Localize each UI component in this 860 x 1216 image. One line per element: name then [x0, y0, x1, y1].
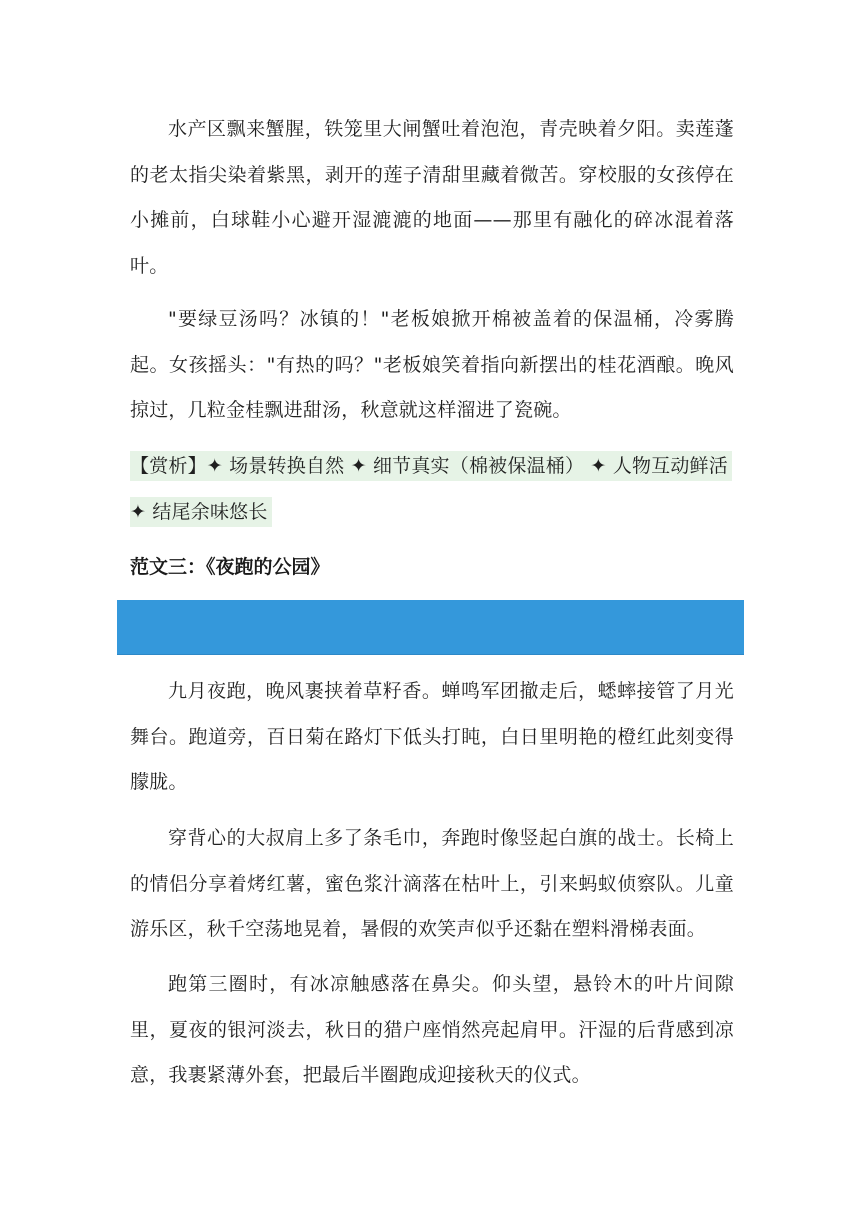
- analysis-box: [130, 444, 730, 535]
- essay3-paragraph-1: 九月夜跑，晚风裹挟着草籽香。蝉鸣军团撤走后，蟋蟀接管了月光舞台。跑道旁，百日菊在路灯下低头打盹，白日里明艳的橙红此刻变得朦胧。: [130, 680, 734, 793]
- essay3-paragraph-3: 跑第三圈时，有冰凉触感落在鼻尖。仰头望，悬铃木的叶片间隙里，夏夜的银河淡去，秋日的猎户座悄然亮起肩甲。汗湿的后背感到凉意，我裹紧薄外套，把最后半圈跑成迎接秋天的仪式。: [130, 973, 734, 1086]
- analysis-text: 【赏析】✦ 场景转换自然 ✦ 细节真实（棉被保温桶） ✦ 人物互动鲜活 ✦ 结尾余味悠长: [130, 451, 732, 527]
- section-banner: [117, 600, 744, 655]
- essay3-paragraph-2: 穿背心的大叔肩上多了条毛巾，奔跑时像竖起白旗的战士。长椅上的情侣分享着烤红薯，蜜色浆汁滴落在枯叶上，引来蚂蚁侦察队。儿童游乐区，秋千空荡地晃着，暑假的欢笑声似乎还黏在塑料滑梯表面。: [130, 827, 734, 940]
- essay2-paragraph-1: 水产区飘来蟹腥，铁笼里大闸蟹吐着泡泡，青壳映着夕阳。卖莲蓬的老太指尖染着紫黑，剥开的莲子清甜里藏着微苦。穿校服的女孩停在小摊前，白球鞋小心避开湿漉漉的地面——那里有融化的碎冰混着落叶。: [130, 118, 734, 277]
- essay2-paragraph-2: "要绿豆汤吗？冰镇的！"老板娘掀开棉被盖着的保温桶，冷雾腾起。女孩摇头："有热的吗？"老板娘笑着指向新摆出的桂花酒酿。晚风掠过，几粒金桂飘进甜汤，秋意就这样溜进了瓷碗。: [130, 308, 734, 421]
- essay3-title: 范文三：《夜跑的公园》: [130, 556, 330, 578]
